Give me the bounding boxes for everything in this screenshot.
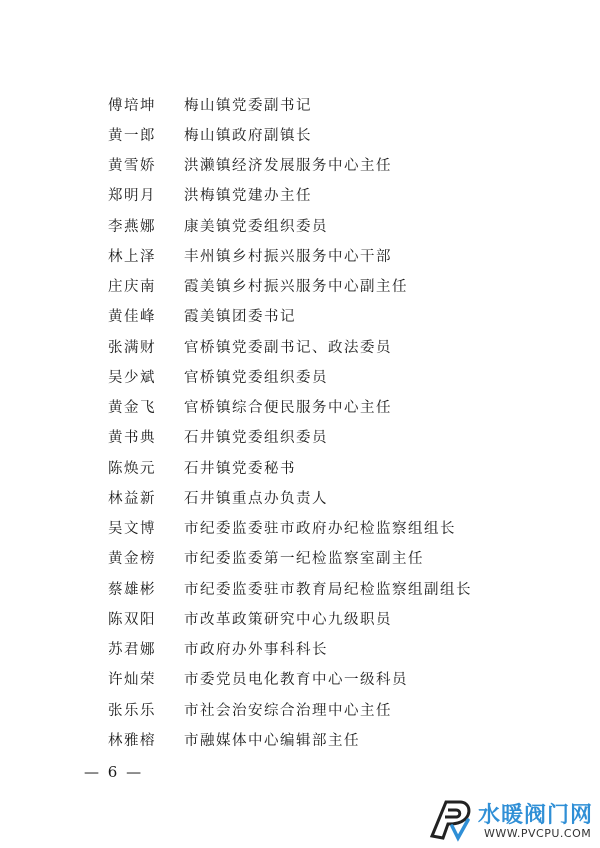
roster-row <box>108 664 548 694</box>
person-name: 吴文博 <box>108 521 156 538</box>
roster-row <box>108 573 548 603</box>
page-number: — 6 — <box>84 763 144 781</box>
person-title: 梅山镇政府副镇长 <box>184 127 312 144</box>
person-name: 庄庆南 <box>108 279 156 296</box>
person-title: 官桥镇综合便民服务中心主任 <box>184 400 392 417</box>
person-name: 陈双阳 <box>108 611 156 628</box>
roster-row <box>108 331 548 361</box>
person-name: 黄佳峰 <box>108 309 156 326</box>
watermark-brand: 水暖阀门网 <box>478 803 594 828</box>
person-name: 张乐乐 <box>108 702 156 719</box>
person-title: 市社会治安综合治理中心主任 <box>184 702 392 719</box>
roster-row <box>108 89 548 119</box>
roster-row <box>108 422 548 452</box>
roster-row <box>108 513 548 543</box>
person-name: 吴少斌 <box>108 369 156 386</box>
person-title: 市纪委监委驻市教育局纪检监察组副组长 <box>184 581 472 598</box>
person-title: 官桥镇党委组织委员 <box>184 369 328 386</box>
roster-row <box>108 301 548 331</box>
roster-row <box>108 150 548 180</box>
person-name: 黄一郎 <box>108 127 156 144</box>
person-name: 黄雪娇 <box>108 158 156 175</box>
roster-row <box>108 119 548 149</box>
person-title: 霞美镇乡村振兴服务中心副主任 <box>184 279 408 296</box>
person-name: 林益新 <box>108 490 156 507</box>
roster-row <box>108 724 548 754</box>
person-name: 蔡雄彬 <box>108 581 156 598</box>
site-watermark <box>426 796 596 844</box>
person-name: 张满财 <box>108 339 156 356</box>
roster-row <box>108 180 548 210</box>
person-name: 林雅榕 <box>108 732 156 749</box>
person-title: 洪梅镇党建办主任 <box>184 188 312 205</box>
person-title: 石井镇重点办负责人 <box>184 490 328 507</box>
person-title: 梅山镇党委副书记 <box>184 97 312 114</box>
roster-row <box>108 543 548 573</box>
person-title: 丰州镇乡村振兴服务中心干部 <box>184 248 392 265</box>
roster-row <box>108 392 548 422</box>
roster-row <box>108 240 548 270</box>
person-name: 林上泽 <box>108 248 156 265</box>
roster-row <box>108 210 548 240</box>
person-title: 市政府办外事科科长 <box>184 642 328 659</box>
roster-row <box>108 271 548 301</box>
person-title: 官桥镇党委副书记、政法委员 <box>184 339 392 356</box>
person-name: 许灿荣 <box>108 672 156 689</box>
person-title: 市委党员电化教育中心一级科员 <box>184 672 408 689</box>
person-name: 黄金榜 <box>108 551 156 568</box>
person-title: 石井镇党委秘书 <box>184 460 296 477</box>
person-name: 郑明月 <box>108 188 156 205</box>
person-title: 石井镇党委组织委员 <box>184 430 328 447</box>
pv-logo-icon <box>426 796 474 844</box>
person-name: 黄金飞 <box>108 400 156 417</box>
personnel-list <box>108 89 548 755</box>
person-title: 市改革政策研究中心九级职员 <box>184 611 392 628</box>
person-title: 市纪委监委第一纪检监察室副主任 <box>184 551 424 568</box>
person-name: 李燕娜 <box>108 218 156 235</box>
person-name: 陈焕元 <box>108 460 156 477</box>
roster-row <box>108 603 548 633</box>
person-title: 康美镇党委组织委员 <box>184 218 328 235</box>
roster-row <box>108 482 548 512</box>
roster-row <box>108 634 548 664</box>
person-title: 洪濑镇经济发展服务中心主任 <box>184 158 392 175</box>
person-title: 霞美镇团委书记 <box>184 309 296 326</box>
watermark-url: WWW.PVCPU.COM <box>484 827 592 840</box>
roster-row <box>108 361 548 391</box>
person-name: 苏君娜 <box>108 642 156 659</box>
roster-row <box>108 452 548 482</box>
person-title: 市纪委监委驻市政府办纪检监察组组长 <box>184 521 456 538</box>
person-name: 傅培坤 <box>108 97 156 114</box>
person-name: 黄书典 <box>108 430 156 447</box>
person-title: 市融媒体中心编辑部主任 <box>184 732 360 749</box>
roster-row <box>108 694 548 724</box>
